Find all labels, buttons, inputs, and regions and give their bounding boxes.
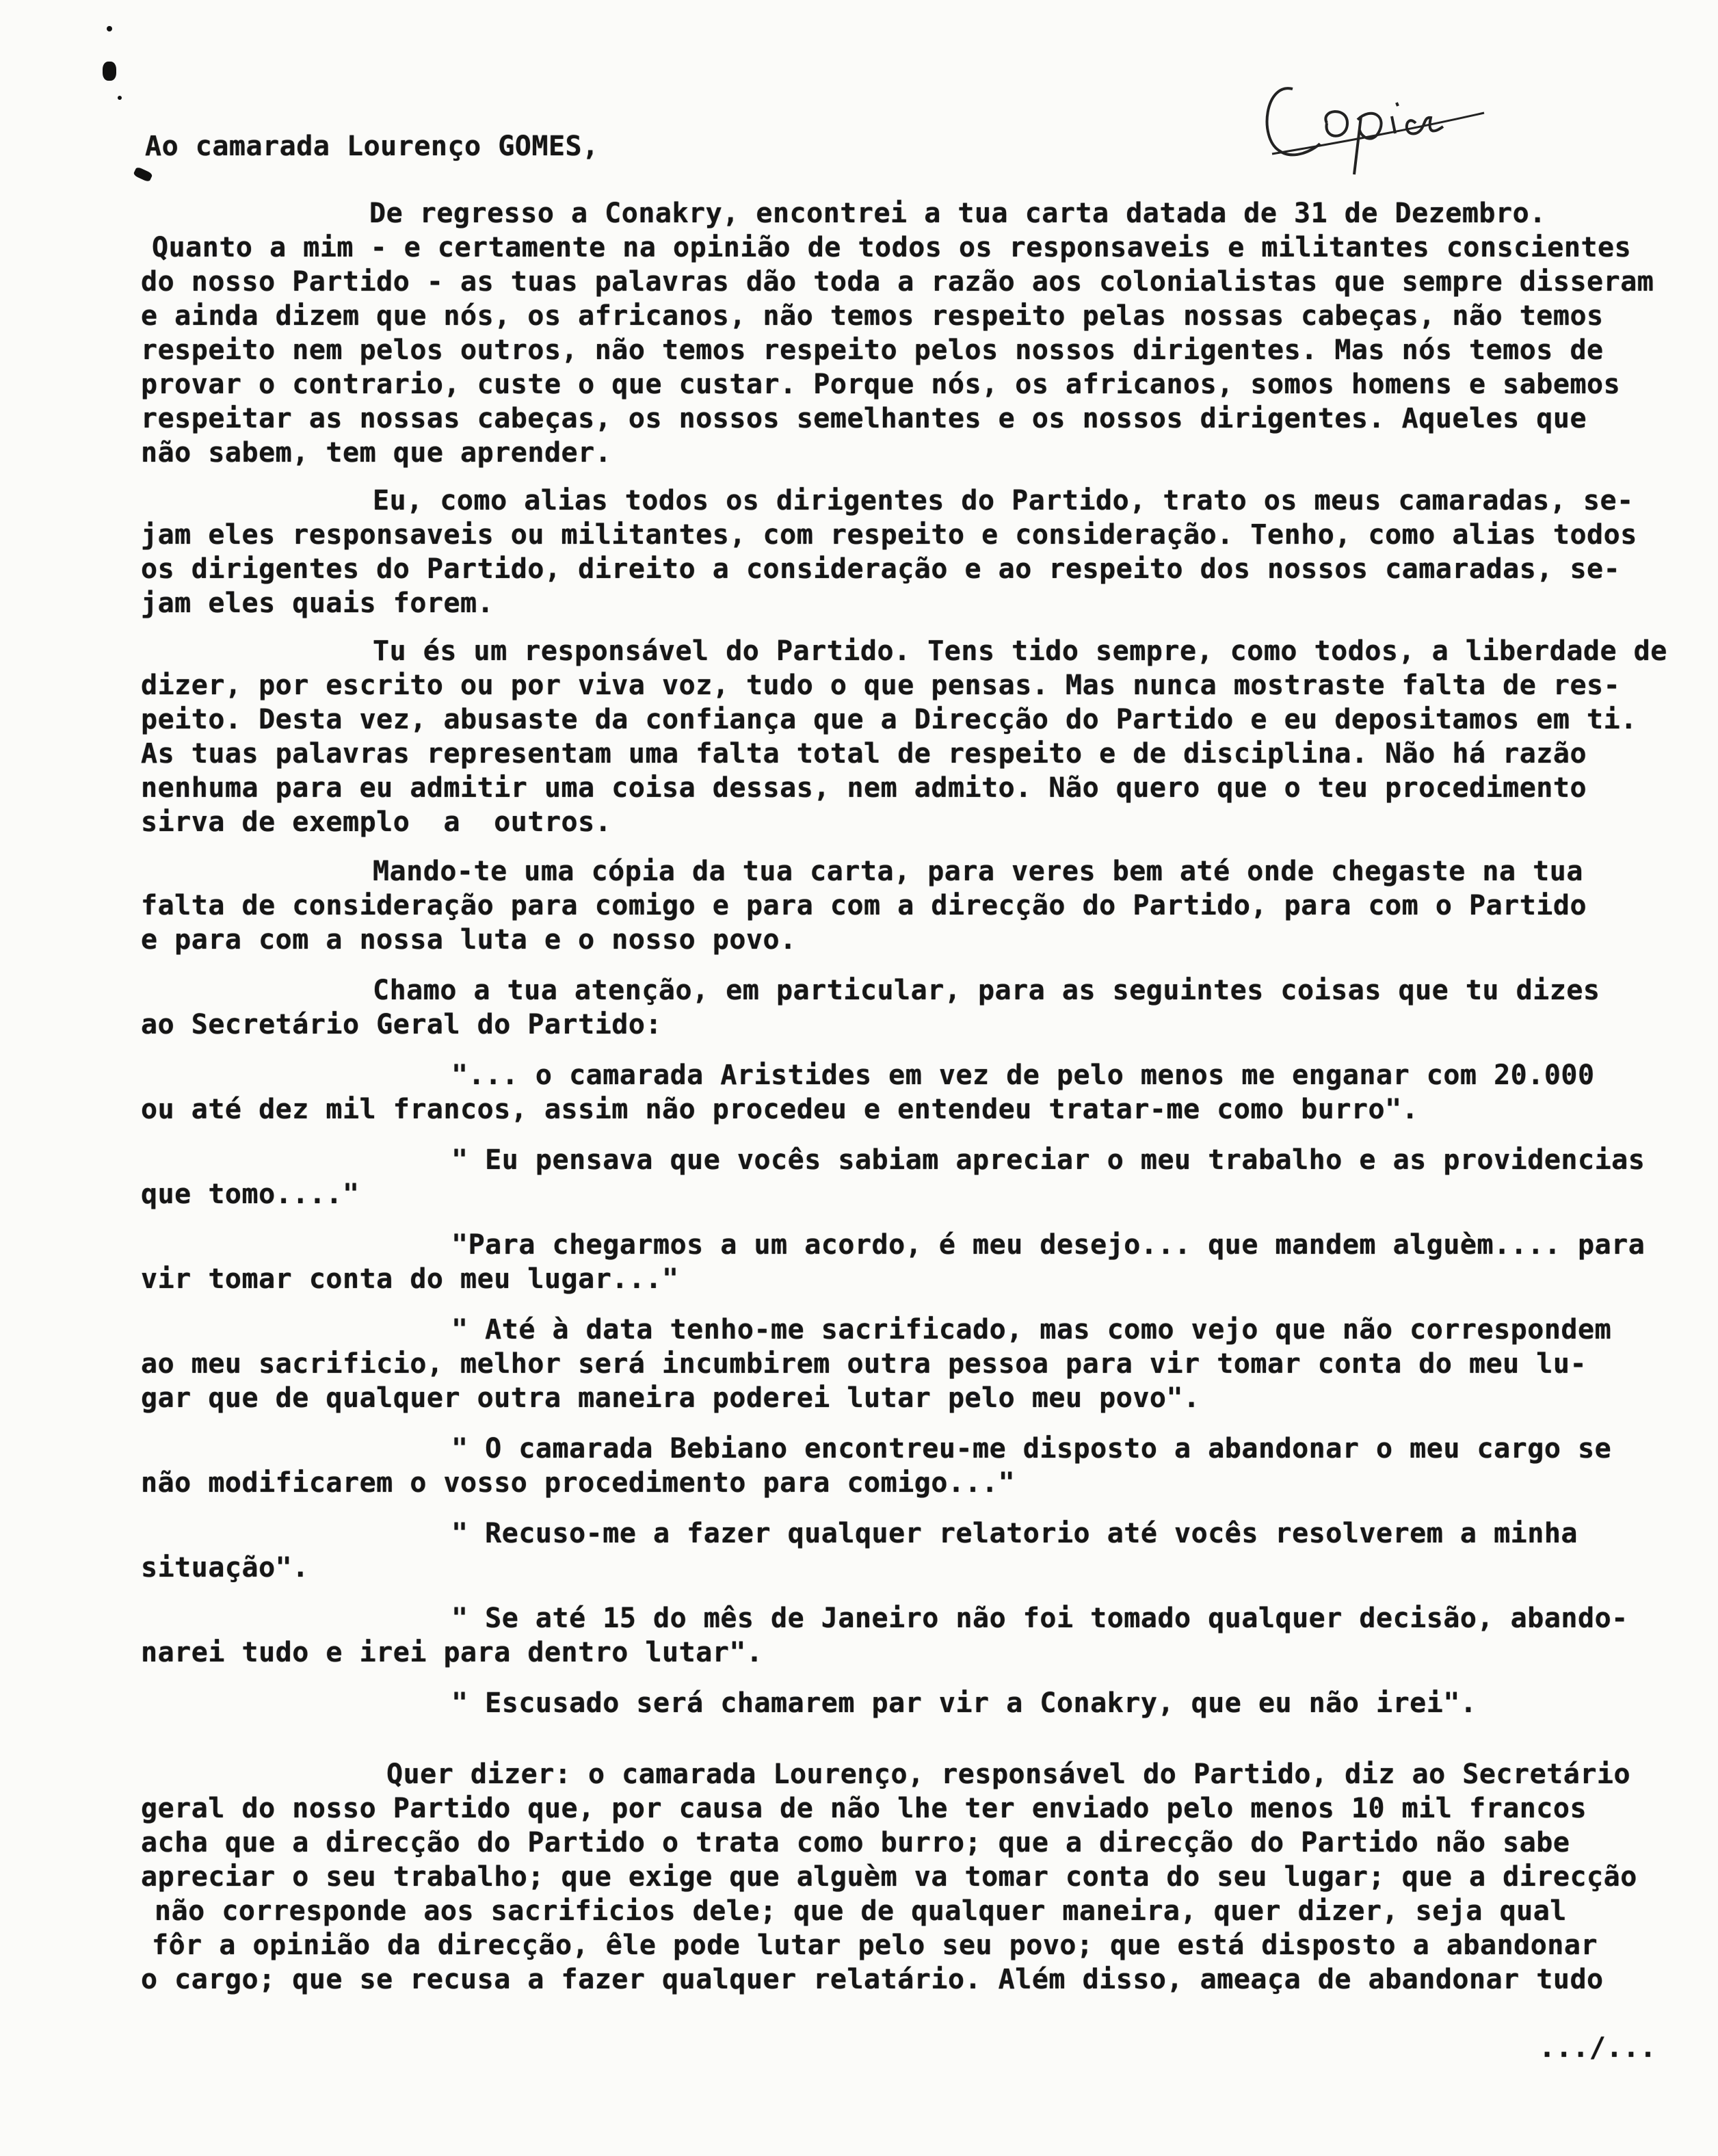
text-line: provar o contrario, custe o que custar. Porque nós, os africanos, somos homens e sabemos: [141, 369, 1621, 400]
quote-line: ao meu sacrificio, melhor será incumbirem outra pessoa para vir tomar conta do meu lu-: [141, 1348, 1587, 1380]
text-line: apreciar o seu trabalho; que exige que alguèm va tomar conta do seu lugar; que a direcção: [141, 1861, 1637, 1893]
text-line: De regresso a Conakry, encontrei a tua carta datada de 31 de Dezembro.: [369, 198, 1546, 229]
quote-line: que tomo....": [141, 1179, 360, 1210]
text-line: dizer, por escrito ou por viva voz, tudo o que pensas. Mas nunca mostraste falta de res-: [141, 670, 1621, 701]
text-line: e ainda dizem que nós, os africanos, não temos respeito pelas nossas cabeças, não temos: [141, 300, 1604, 332]
text-line: respeitar as nossas cabeças, os nossos semelhantes e os nossos dirigentes. Aqueles que: [141, 403, 1587, 434]
text-line: e para com a nossa luta e o nosso povo.: [141, 924, 797, 956]
quote-line: narei tudo e irei para dentro lutar".: [141, 1637, 763, 1668]
quote-line: vir tomar conta do meu lugar...": [141, 1263, 679, 1295]
quote-line: ou até dez mil francos, assim não procedeu e entendeu tratar-me como burro".: [141, 1094, 1419, 1125]
quote-line: "Para chegarmos a um acordo, é meu desejo... que mandem alguèm.... para: [451, 1229, 1646, 1261]
ink-dot-mark: [118, 96, 122, 100]
quote-line: " Até à data tenho-me sacrificado, mas como vejo que não correspondem: [451, 1314, 1612, 1345]
text-line: Quer dizer: o camarada Lourenço, responsável do Partido, diz ao Secretário: [386, 1759, 1631, 1790]
handwritten-copia-annotation: [1252, 41, 1498, 178]
text-line: nenhuma para eu admitir uma coisa dessas, nem admito. Não quero que o teu procedimento: [141, 772, 1587, 804]
text-line: o cargo; que se recusa a fazer qualquer relatário. Além disso, ameaça de abandonar tudo: [141, 1964, 1604, 1995]
text-line: Mando-te uma cópia da tua carta, para veres bem até onde chegaste na tua: [373, 856, 1583, 887]
text-line: Eu, como alias todos os dirigentes do Partido, trato os meus camaradas, se-: [373, 485, 1634, 516]
quote-line: " Eu pensava que vocês sabiam apreciar o meu trabalho e as providencias: [451, 1144, 1646, 1176]
text-line: acha que a direcção do Partido o trata como burro; que a direcção do Partido não sabe: [141, 1827, 1570, 1858]
quote-line: não modificarem o vosso procedimento para comigo...": [141, 1467, 1016, 1499]
text-line: Tu és um responsável do Partido. Tens tido sempre, como todos, a liberdade de: [373, 635, 1667, 667]
quote-line: " Recuso-me a fazer qualquer relatorio até vocês resolverem a minha: [451, 1518, 1578, 1549]
text-line: geral do nosso Partido que, por causa de não lhe ter enviado pelo menos 10 mil francos: [141, 1793, 1587, 1824]
ink-dot-mark: [107, 26, 112, 31]
text-line: não corresponde aos sacrificios dele; que de qualquer maneira, quer dizer, seja qual: [155, 1895, 1567, 1927]
quote-line: "... o camarada Aristides em vez de pelo menos me enganar com 20.000: [451, 1060, 1595, 1091]
text-line: do nosso Partido - as tuas palavras dão toda a razão aos colonialistas que sempre disseram: [141, 266, 1654, 298]
quote-line: gar que de qualquer outra maneira poderei lutar pelo meu povo".: [141, 1382, 1200, 1414]
page-continuation: .../...: [1539, 2032, 1657, 2064]
text-line: respeito nem pelos outros, não temos respeito pelos nossos dirigentes. Mas nós temos de: [141, 334, 1604, 366]
text-line: não sabem, tem que aprender.: [141, 437, 612, 469]
ink-dash-mark: [133, 166, 153, 183]
text-line: jam eles quais forem.: [141, 588, 494, 619]
text-line: peito. Desta vez, abusaste da confiança que a Direcção do Partido e eu depositamos em ti.: [141, 704, 1637, 735]
text-line: jam eles responsaveis ou militantes, com respeito e consideração. Tenho, como alias todos: [141, 519, 1637, 551]
text-line: Quanto a mim - e certamente na opinião de todos os responsaveis e militantes conscientes: [152, 232, 1632, 263]
text-line: os dirigentes do Partido, direito a consideração e ao respeito dos nossos camaradas, se-: [141, 553, 1621, 585]
text-line: Chamo a tua atenção, em particular, para as seguintes coisas que tu dizes: [373, 975, 1600, 1006]
text-line: fôr a opinião da direcção, êle pode lutar pelo seu povo; que está disposto a abandonar: [152, 1930, 1598, 1961]
quote-line: " O camarada Bebiano encontreu-me disposto a abandonar o meu cargo se: [451, 1433, 1612, 1464]
text-line: As tuas palavras representam uma falta total de respeito e de disciplina. Não há razão: [141, 738, 1587, 770]
ink-blot-mark: [103, 62, 116, 81]
text-line: sirva de exemplo a outros.: [141, 806, 612, 838]
quote-line: " Escusado será chamarem par vir a Conakry, que eu não irei".: [451, 1687, 1477, 1719]
text-line: falta de consideração para comigo e para com a direcção do Partido, para com o Partido: [141, 890, 1587, 921]
text-line: ao Secretário Geral do Partido:: [141, 1009, 663, 1040]
quote-line: " Se até 15 do mês de Janeiro não foi tomado qualquer decisão, abando-: [451, 1603, 1628, 1634]
salutation: Ao camarada Lourenço GOMES,: [145, 131, 599, 162]
quote-line: situação".: [141, 1552, 309, 1583]
